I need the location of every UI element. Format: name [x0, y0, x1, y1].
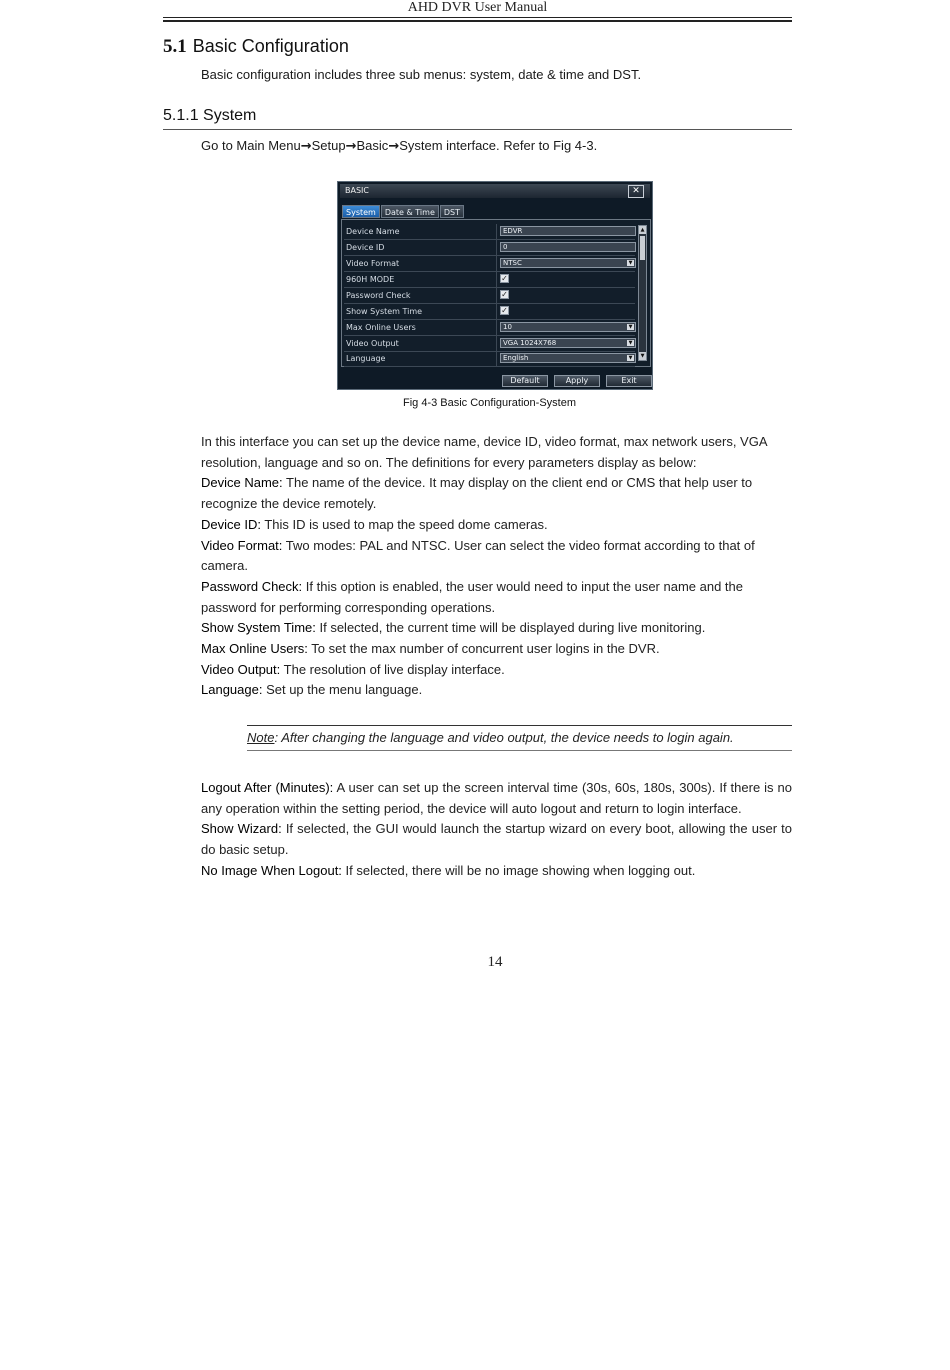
setting-row-password-check: [344, 288, 635, 304]
definition-term: No Image When Logout:: [201, 862, 342, 878]
additional-definitions: [201, 778, 792, 882]
definition-text: Set up the menu language.: [262, 682, 423, 698]
path-system: System interface. Refer to Fig 4-3.: [399, 138, 598, 153]
running-header: [163, 0, 792, 22]
definition-term: Video Format:: [201, 537, 283, 553]
setting-row-show-system-time: [344, 304, 635, 320]
path-basic: Basic: [356, 138, 389, 153]
dialog-title: BASIC: [345, 186, 369, 195]
video-output-select[interactable]: [500, 338, 636, 348]
video-output-value: VGA 1024X768: [503, 339, 557, 347]
960h-mode-checkbox[interactable]: ✓: [501, 274, 508, 283]
close-icon[interactable]: ✕: [628, 185, 644, 198]
device-name-input[interactable]: EDVR: [500, 226, 636, 236]
setting-label: Device ID: [346, 243, 385, 252]
setting-label: Max Online Users: [346, 323, 416, 332]
setting-row-video-output: [344, 336, 635, 352]
tab-system[interactable]: System: [342, 205, 380, 218]
dialog-tabs: [342, 205, 464, 218]
path-setup: Setup: [311, 138, 346, 153]
setting-label: 960H MODE: [346, 275, 395, 284]
definition-text: This ID is used to map the speed dome cameras.: [260, 516, 548, 532]
scroll-down-icon[interactable]: ▼: [640, 353, 645, 359]
definition-item: [201, 536, 792, 577]
exit-button[interactable]: Exit: [606, 375, 652, 387]
definition-term: Device Name:: [201, 475, 283, 491]
definition-term: Language:: [201, 682, 263, 698]
scroll-thumb[interactable]: [640, 236, 645, 260]
scrollbar[interactable]: [638, 225, 647, 361]
definition-term: Max Online Users:: [201, 641, 308, 657]
apply-button[interactable]: Apply: [554, 375, 600, 387]
setting-row-960h-mode: [344, 272, 635, 288]
subsection-heading: 5.1.1 System: [163, 106, 792, 130]
definition-term: Password Check:: [201, 578, 303, 594]
setting-label: Password Check: [346, 291, 411, 300]
video-format-select[interactable]: [500, 258, 636, 268]
basic-config-dialog: [337, 181, 653, 390]
section-heading: [163, 34, 349, 59]
note-text: : After changing the language and video output, the device needs to login again.: [274, 730, 734, 745]
definition-text: The name of the device. It may display on the client end or CMS that help user to recognize the device remotely.: [201, 475, 753, 512]
definition-term: Video Output:: [201, 661, 281, 677]
device-id-input[interactable]: 0: [500, 242, 636, 252]
definition-term: Device ID:: [201, 516, 261, 532]
tab-dst[interactable]: DST: [440, 205, 464, 218]
header-rule: [163, 17, 792, 18]
header-rule-thick: [163, 20, 792, 22]
chevron-down-icon: ▼: [628, 340, 633, 346]
section-intro: Basic configuration includes three sub menus: system, date & time and DST.: [201, 67, 642, 82]
setting-row-video-format: [344, 256, 635, 272]
default-button[interactable]: Default: [502, 375, 548, 387]
setting-label: Language: [346, 354, 386, 363]
setting-row-language: [344, 351, 635, 367]
arrow-right-icon: →: [388, 139, 400, 154]
definition-item: [201, 577, 792, 618]
page-number: 14: [487, 954, 503, 970]
arrow-right-icon: →: [345, 139, 357, 154]
show-system-time-checkbox[interactable]: ✓: [501, 306, 508, 315]
definition-item: [201, 660, 792, 681]
max-online-users-value: 10: [503, 323, 512, 331]
setting-row-device-name: [344, 224, 635, 240]
section-title: Basic Configuration: [192, 36, 349, 56]
setting-label: Device Name: [346, 227, 400, 236]
language-select[interactable]: [500, 353, 636, 363]
definitions-intro: In this interface you can set up the device name, device ID, video format, max network users, VGA resolution, language and so on. The definitions for every parameters display as below:: [201, 434, 767, 470]
definition-item: [201, 515, 792, 536]
scroll-up-icon[interactable]: ▲: [640, 227, 645, 233]
definition-item: [201, 473, 792, 514]
tab-date-time[interactable]: Date & Time: [381, 205, 439, 218]
video-format-value: NTSC: [503, 259, 522, 267]
setting-row-device-id: [344, 240, 635, 256]
manual-title: AHD DVR User Manual: [407, 0, 548, 15]
definition-text: If selected, the GUI would launch the startup wizard on every boot, allowing the user to do basic setup.: [201, 821, 792, 858]
setting-label: Video Output: [346, 339, 399, 348]
definition-item: [201, 819, 792, 860]
dialog-titlebar: [340, 184, 650, 198]
definition-text: If this option is enabled, the user would need to input the user name and the password for performing corresponding operations.: [201, 578, 744, 615]
definition-item: [201, 618, 792, 639]
password-check-checkbox[interactable]: ✓: [501, 290, 508, 299]
definition-text: A user can set up the screen interval time (30s, 60s, 180s, 300s). If there is no any operation within the setting period, the device will auto logout and return to login interface.: [201, 780, 792, 816]
language-value: English: [503, 354, 529, 362]
arrow-right-icon: →: [300, 139, 312, 154]
definition-term: Show Wizard:: [201, 821, 282, 837]
definition-item: [201, 680, 792, 701]
chevron-down-icon: ▼: [628, 355, 633, 361]
max-online-users-select[interactable]: [500, 322, 636, 332]
definition-text: Two modes: PAL and NTSC. User can select the video format according to that of camera.: [201, 537, 755, 574]
figure-caption: Fig 4-3 Basic Configuration-System: [402, 397, 576, 409]
setting-row-max-online-users: [344, 320, 635, 336]
setting-label: Show System Time: [346, 307, 423, 316]
chevron-down-icon: ▼: [628, 324, 633, 330]
definition-item: [201, 639, 792, 660]
chevron-down-icon: ▼: [628, 260, 633, 266]
note-label: Note: [247, 730, 275, 745]
setting-label: Video Format: [346, 259, 400, 268]
definition-item: [201, 778, 792, 819]
definition-item: [201, 861, 792, 882]
settings-panel: [341, 219, 651, 367]
definition-term: Logout After (Minutes):: [201, 780, 334, 795]
parameter-definitions: [201, 432, 792, 701]
definition-term: Show System Time:: [201, 620, 316, 636]
section-number: 5.1: [163, 36, 187, 57]
definition-text: To set the max number of concurrent user logins in the DVR.: [307, 641, 660, 657]
definition-text: If selected, there will be no image showing when logging out.: [341, 862, 696, 878]
note-box: [247, 725, 792, 751]
navigation-path: [201, 137, 597, 155]
path-main-menu: Go to Main Menu: [201, 138, 301, 153]
definition-text: If selected, the current time will be displayed during live monitoring.: [315, 620, 706, 636]
definition-text: The resolution of live display interface.: [280, 661, 505, 677]
